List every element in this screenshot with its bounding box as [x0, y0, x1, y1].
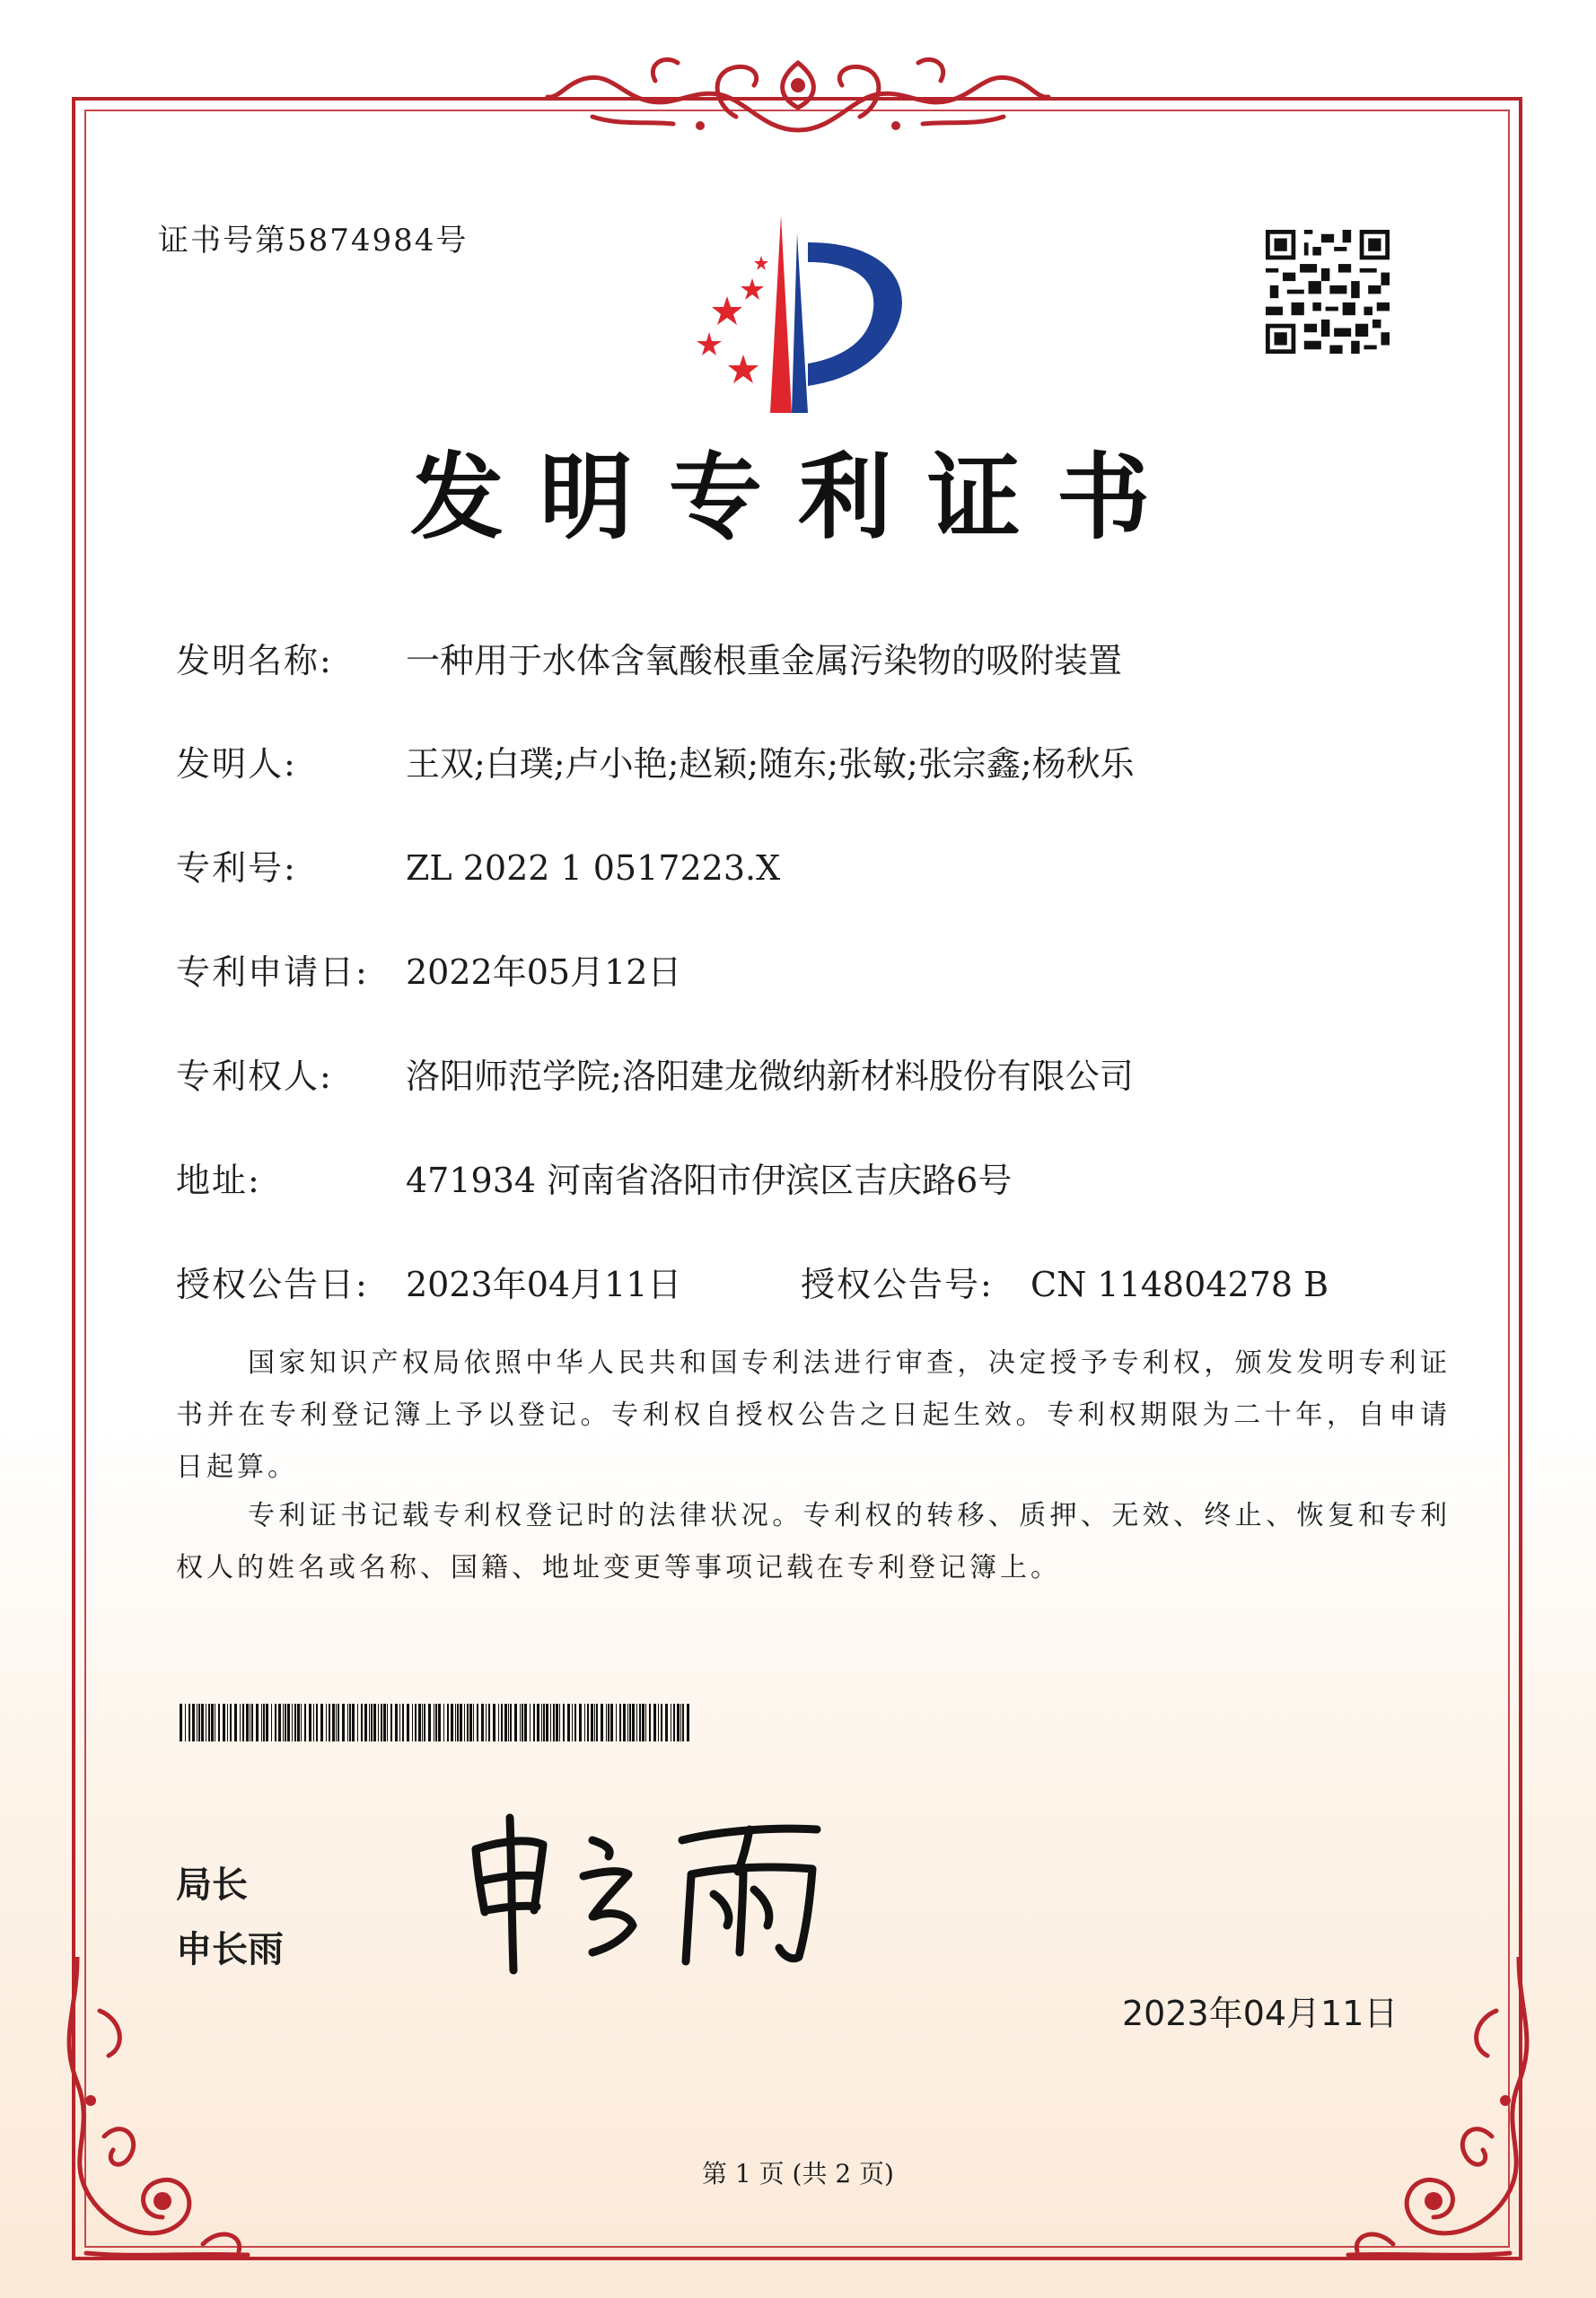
patentee-label: 专利权人: [176, 1057, 333, 1096]
patent-number-label: 专利号: [176, 848, 297, 888]
grant-number-value: CN 114804278 B [1030, 1265, 1329, 1304]
address-value: 471934 河南省洛阳市伊滨区吉庆路6号 [406, 1161, 1013, 1200]
field-inventors [176, 736, 1135, 785]
patentee-value: 洛阳师范学院;洛阳建龙微纳新材料股份有限公司 [406, 1057, 1134, 1096]
bottom-left-ornament [50, 1957, 257, 2271]
grant-date-value: 2023年04月11日 [406, 1265, 682, 1304]
inventors-label: 发明人: [176, 744, 297, 784]
field-patent-number [176, 840, 780, 890]
page-number: 第 1 页 (共 2 页) [702, 2159, 894, 2188]
patent-office-logo-icon [673, 215, 934, 413]
director-name: 申长雨 [176, 1929, 284, 1970]
certificate-number: 证书号第5874984号 [158, 223, 469, 259]
address-label: 地址: [176, 1161, 261, 1200]
field-invention-name [176, 633, 1122, 682]
field-grant-date [176, 1257, 1329, 1306]
invention-name-label: 发明名称: [176, 641, 333, 680]
grant-number-label: 授权公告号: [801, 1265, 994, 1304]
application-date-label: 专利申请日: [176, 952, 369, 992]
patent-number-value: ZL 2022 1 0517223.X [406, 848, 781, 888]
field-address [176, 1153, 1012, 1202]
director-title: 局长 [176, 1864, 248, 1906]
signature-date: 2023年04月11日 [1122, 1994, 1399, 2033]
body-paragraph-1: 国家知识产权局依照中华人民共和国专利法进行审查，决定授予专利权，颁发发明专利证书并在专利登记簿上予以登记。专利权自授权公告之日起生效。专利权期限为二十年，自申请日起算。 [176, 1347, 1451, 1483]
body-paragraph-2: 专利证书记载专利权登记时的法律状况。专利权的转移、质押、无效、终止、恢复和专利权人的姓名或名称、国籍、地址变更等事项记载在专利登记簿上。 [176, 1500, 1451, 1583]
field-application-date [176, 944, 681, 994]
certificate-title: 发明专利证书 [409, 442, 1186, 552]
barcode-icon [180, 1704, 695, 1741]
grant-date-label: 授权公告日: [176, 1265, 369, 1304]
application-date-value: 2022年05月12日 [406, 952, 682, 992]
invention-name-value: 一种用于水体含氧酸根重金属污染物的吸附装置 [406, 641, 1123, 680]
inventors-value: 王双;白璞;卢小艳;赵颖;随东;张敏;张宗鑫;杨秋乐 [406, 744, 1135, 784]
director-signature [458, 1804, 835, 1975]
field-patentee [176, 1048, 1134, 1098]
qr-code-icon [1266, 230, 1390, 354]
top-ornament [539, 45, 1057, 144]
